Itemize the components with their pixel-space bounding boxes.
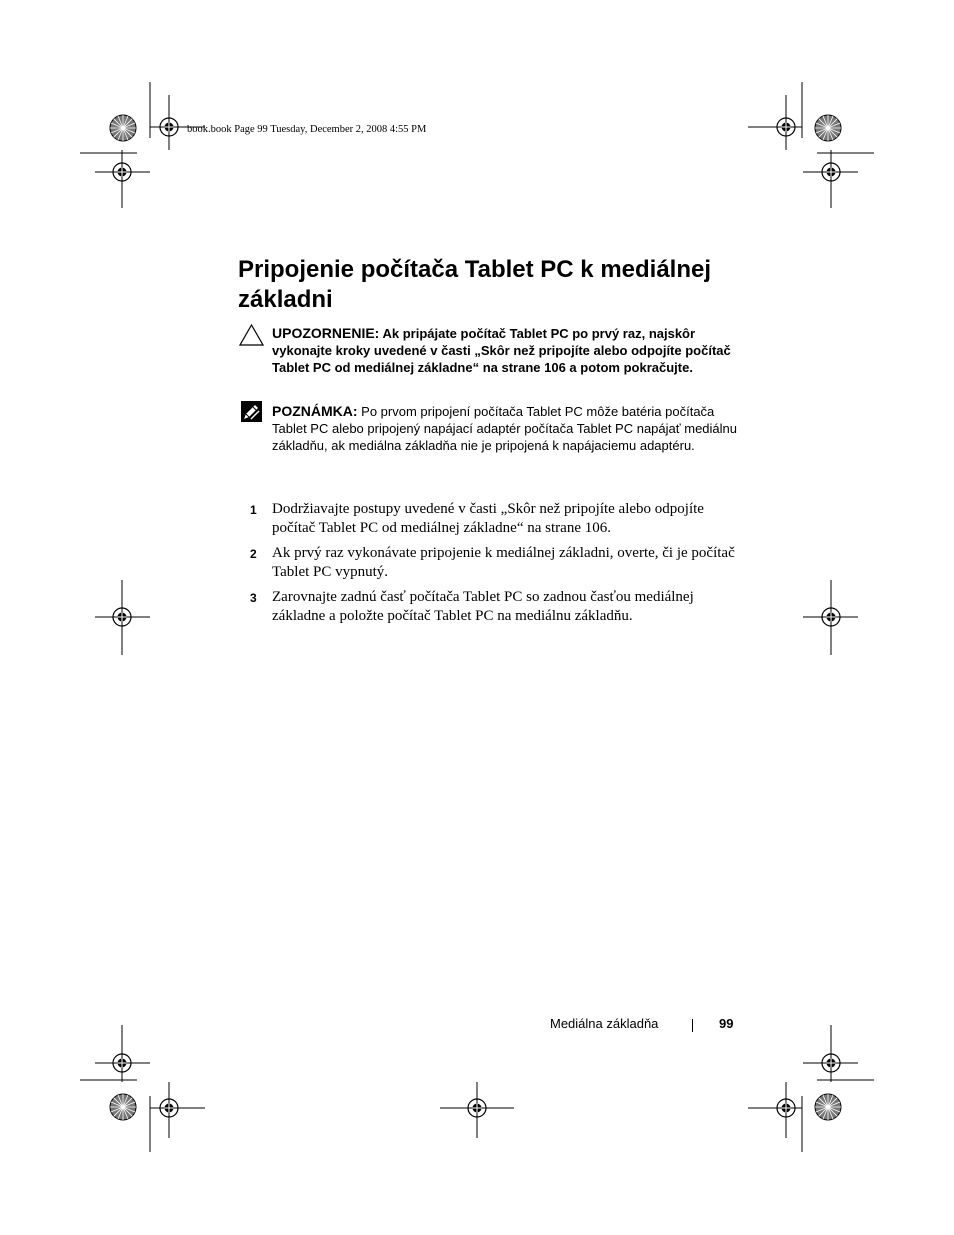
starburst-target-icon <box>815 1094 841 1120</box>
step-number: 1 <box>250 503 257 517</box>
caution-triangle-icon <box>239 324 264 346</box>
note-label: POZNÁMKA: <box>272 403 358 419</box>
caution-notice <box>272 325 742 376</box>
step-number: 3 <box>250 591 257 605</box>
caution-text: Ak pripájate počítač Tablet PC po prvý raz, najskôr vykonajte kroky uvedené v časti „Skôr než pripojíte alebo odpojíte počítač Tablet PC od mediálnej základne“ na strane 106 a potom pokračujte. <box>272 326 731 375</box>
note-pencil-icon <box>241 401 262 422</box>
footer-divider <box>692 1019 693 1032</box>
slug-line: book.book Page 99 Tuesday, December 2, 2008 4:55 PM <box>187 124 427 135</box>
step-number: 2 <box>250 547 257 561</box>
page-title: Pripojenie počítača Tablet PC k mediálnej základni <box>238 256 712 313</box>
starburst-target-icon <box>110 1094 136 1120</box>
footer-section-title: Mediálna základňa <box>550 1016 659 1031</box>
note-notice <box>272 403 742 454</box>
list-item <box>240 544 740 582</box>
caution-label: UPOZORNENIE: <box>272 325 380 341</box>
step-text: Ak prvý raz vykonávate pripojenie k mediálnej základni, overte, či je počítač Tablet PC vypnutý. <box>272 545 735 580</box>
step-text: Zarovnajte zadnú časť počítača Tablet PC so zadnou časťou mediálnej základne a položte počítač Tablet PC na mediálnu základňu. <box>272 589 694 624</box>
starburst-target-icon <box>110 115 136 141</box>
note-text: Po prvom pripojení počítača Tablet PC môže batéria počítača Tablet PC alebo pripojený napájací adaptér počítača Tablet PC napájať mediálnu základňu, ak mediálna základňa nie je pripojená k napájaciemu adaptéru. <box>272 404 737 453</box>
steps-list <box>240 500 740 632</box>
list-item <box>240 588 740 626</box>
page-number: 99 <box>719 1016 734 1031</box>
starburst-target-icon <box>815 115 841 141</box>
step-text: Dodržiavajte postupy uvedené v časti „Skôr než pripojíte alebo odpojíte počítač Tablet PC od mediálnej základne“ na strane 106. <box>272 501 704 536</box>
list-item <box>240 500 740 538</box>
